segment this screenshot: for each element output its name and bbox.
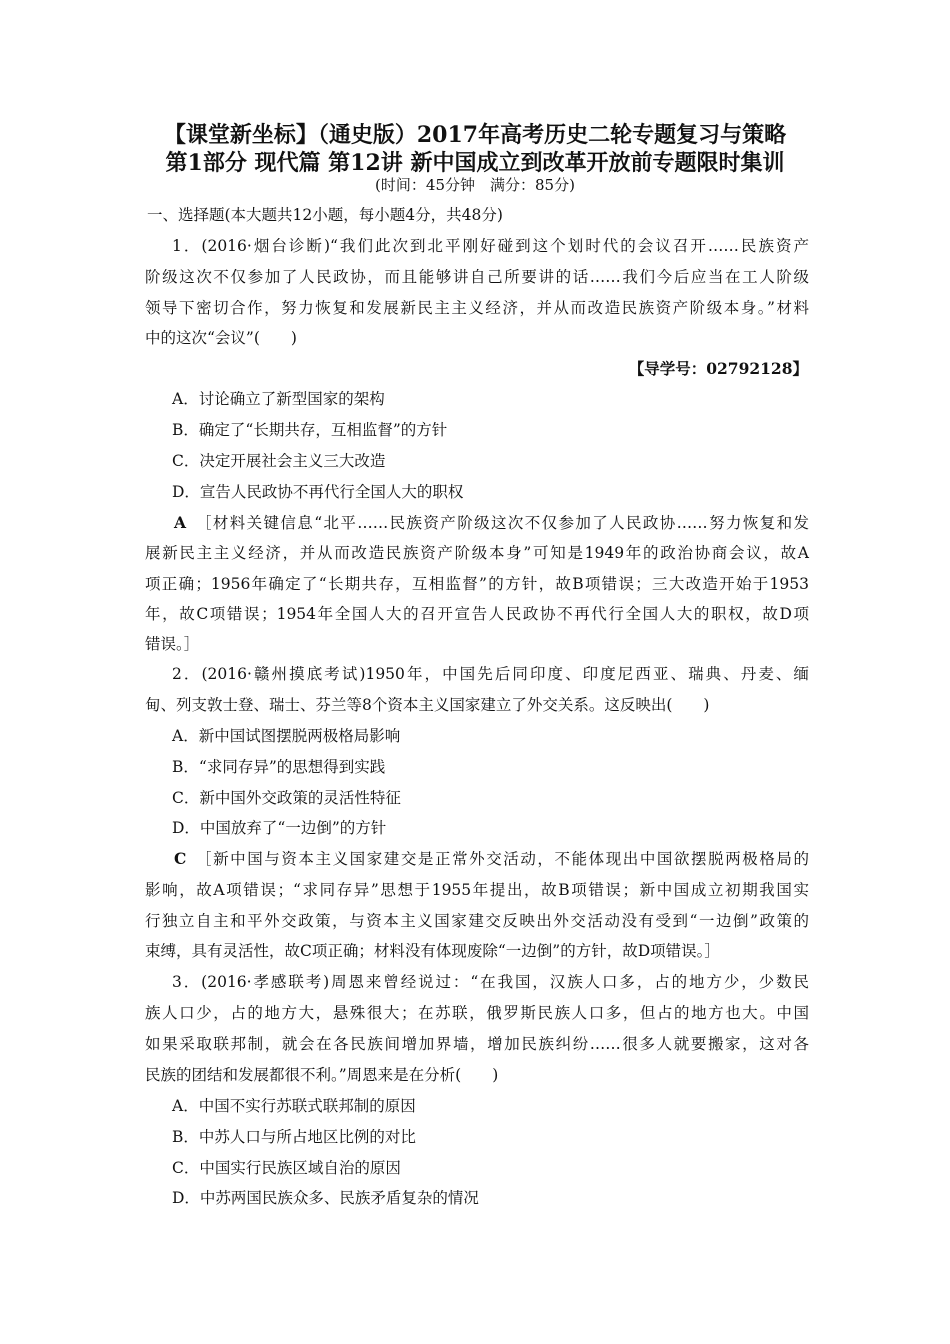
- q2-line-1: 2．(2016·赣州摸底考试)1950年，中国先后同印度、印度尼西亚、瑞典、丹麦、缅: [172, 665, 809, 683]
- q3-line-1: 3．(2016·孝感联考)周恩来曾经说过：“在我国，汉族人口多，占的地方少，少数民: [172, 973, 809, 991]
- section-heading: 一、选择题(本大题共12小题，每小题4分，共48分): [147, 206, 503, 224]
- q2-answer-line-4: 束缚，具有灵活性，故C项正确；材料没有体现废除“一边倒”的方针，故D项错误。］: [145, 942, 720, 960]
- q3-option-d: D．中苏两国民族众多、民族矛盾复杂的情况: [172, 1189, 479, 1207]
- q2-answer-line-1: ［新中国与资本主义国家建交是正常外交活动，不能体现出中国欲摆脱两极格局的: [196, 850, 809, 868]
- q2-line-2: 甸、列支敦士登、瑞士、芬兰等8个资本主义国家建立了外交关系。这反映出( ): [145, 696, 710, 714]
- q3-option-b: B．中苏人口与所占地区比例的对比: [172, 1128, 416, 1146]
- document-title-line2: 第1部分 现代篇 第12讲 新中国成立到改革开放前专题限时集训: [165, 150, 785, 176]
- q2-option-b: B．“求同存异”的思想得到实践: [172, 758, 386, 776]
- q3-option-c: C．中国实行民族区域自治的原因: [172, 1159, 401, 1177]
- q3-line-2: 族人口少，占的地方大，悬殊很大；在苏联，俄罗斯民族人口多，但占的地方也大。中国: [145, 1004, 809, 1022]
- q2-answer-line-2: 影响，故A项错误；“求同存异”思想于1955年提出，故B项错误；新中国成立初期我国实: [145, 881, 809, 899]
- q1-option-a: A．讨论确立了新型国家的架构: [172, 390, 385, 408]
- q1-answer-line-5: 错误。］: [145, 635, 200, 653]
- q1-line-4: 中的这次“会议”( ): [145, 329, 297, 347]
- q1-answer-line-4: 年，故C项错误；1954年全国人大的召开宣告人民政协不再代行全国人大的职权，故D项: [145, 605, 809, 623]
- q2-answer-letter: C: [174, 849, 187, 868]
- q1-option-d: D．宣告人民政协不再代行全国人大的职权: [172, 483, 464, 501]
- q3-option-a: A．中国不实行苏联式联邦制的原因: [172, 1097, 416, 1115]
- q1-line-2: 阶级这次不仅参加了人民政协，而且能够讲自己所要讲的话……我们今后应当在工人阶级: [145, 268, 809, 286]
- q1-option-c: C．决定开展社会主义三大改造: [172, 452, 386, 470]
- q2-option-a: A．新中国试图摆脱两极格局影响: [172, 727, 401, 745]
- q1-answer-line-3: 项正确；1956年确定了“长期共存，互相监督”的方针，故B项错误；三大改造开始于1953: [145, 575, 809, 593]
- q1-line-1: 1．(2016·烟台诊断)“我们此次到北平刚好碰到这个划时代的会议召开……民族资产: [172, 237, 809, 255]
- q1-option-b: B．确定了“长期共存，互相监督”的方针: [172, 421, 448, 439]
- document-title-line1: 【课堂新坐标】（通史版）2017年高考历史二轮专题复习与策略: [163, 122, 787, 148]
- q1-answer-line-1: ［材料关键信息“北平……民族资产阶级这次不仅参加了人民政协……努力恢复和发: [196, 514, 809, 532]
- q1-answer-letter: A: [174, 513, 187, 532]
- q1-answer-line-2: 展新民主主义经济，并从而改造民族资产阶级本身”可知是1949年的政治协商会议，故A: [145, 544, 809, 562]
- q3-line-3: 如果采取联邦制，就会在各民族间增加界墙，增加民族纠纷……很多人就要搬家，这对各: [145, 1035, 809, 1053]
- q2-option-c: C．新中国外交政策的灵活性特征: [172, 789, 401, 807]
- document-subtitle: (时间：45分钟 满分：85分): [375, 176, 575, 194]
- q3-line-4: 民族的团结和发展都很不利。”周恩来是在分析( ): [145, 1066, 499, 1084]
- q1-line-3: 领导下密切合作，努力恢复和发展新民主主义经济，并从而改造民族资产阶级本身。”材料: [145, 299, 809, 317]
- q2-answer-line-3: 行独立自主和平外交政策，与资本主义国家建交反映出外交活动没有受到“一边倒”政策的: [145, 912, 809, 930]
- q1-guide-number: 【导学号：02792128】: [628, 359, 808, 378]
- q2-option-d: D．中国放弃了“一边倒”的方针: [172, 819, 387, 837]
